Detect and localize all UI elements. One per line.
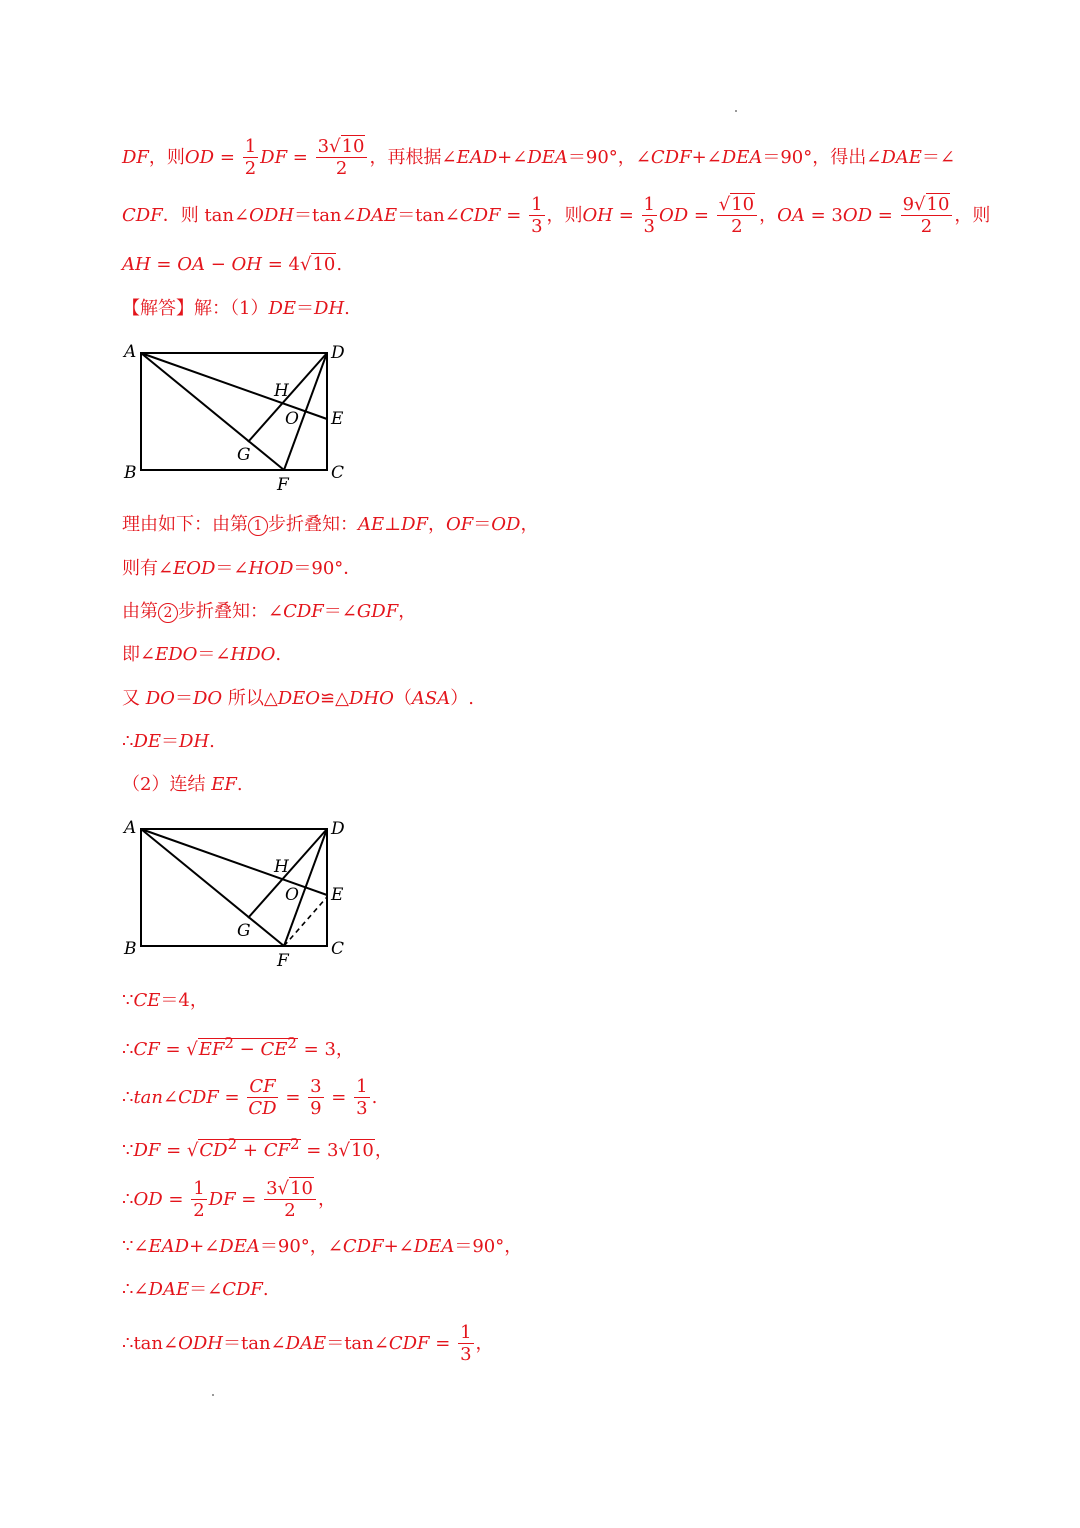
rectangle-abcd (141, 353, 327, 470)
label-a: A (124, 342, 137, 362)
label-g: G (237, 445, 251, 465)
solution-line-2: CDF．则 tan∠ODH＝tan∠DAE＝tan∠CDF = $\frac{1}{3}$ ，则OH = $\frac{1}{3}$ OD = $\frac{√10}{2}$ ，OA = 3OD = $\frac{9√10}{2}$ ，则 (122, 194, 991, 237)
segment-ae (141, 829, 327, 895)
label-e: E (331, 409, 344, 429)
fraction: $\frac{1}{2}$ (193, 1178, 205, 1221)
reason-line-4: 即∠EDO＝∠HDO. (122, 644, 282, 665)
label-b: B (124, 939, 137, 959)
fraction: $\frac{3√10}{2}$ (316, 138, 368, 178)
calc-line-3: ∴tan∠CDF = $\frac{CF}{CD}$ = $\frac{3}{9}$ = $\frac{1}{3}$ . (122, 1076, 378, 1119)
fraction: $\frac{1}{2}$ (244, 136, 257, 179)
fraction: $\frac{1}{3}$ (356, 1076, 368, 1119)
scan-speck (735, 110, 737, 112)
calc-line-8: ∴tan∠ODH＝tan∠DAE＝tan∠CDF = $\frac{1}{3}$ ， (122, 1322, 494, 1365)
part-2-heading: （2）连结 EF. (122, 774, 243, 795)
fraction: $\frac{1}{3}$ (460, 1322, 472, 1365)
label-o: O (285, 409, 299, 429)
label-d: D (331, 343, 345, 363)
label-g: G (237, 921, 251, 941)
calc-line-5: ∴OD = $\frac{1}{2}$ DF = $\frac{3√10}{2}$ ， (122, 1178, 336, 1221)
label-h: H (274, 857, 289, 877)
segment-af (141, 829, 284, 946)
label-a: A (124, 818, 137, 838)
segment-af (141, 353, 284, 470)
reason-line-6: ∴DE＝DH. (122, 731, 215, 752)
reason-line-2: 则有∠EOD＝∠HOD＝90°． (122, 558, 362, 579)
label-h: H (274, 381, 289, 401)
fraction: $\frac{√10}{2}$ (717, 196, 757, 236)
rectangle-abcd (141, 829, 327, 946)
fraction: $\frac{CF}{CD}$ (248, 1076, 277, 1119)
segment-ae (141, 353, 327, 419)
calc-line-1: ∵CE＝4， (122, 990, 208, 1011)
reason-line-3: 由第 2 步折叠知：∠CDF＝∠GDF， (122, 601, 417, 622)
reason-line-5: 又 DO＝DO 所以△DEO≌△DHO（ASA）. (122, 688, 474, 709)
label-o: O (285, 885, 299, 905)
scan-speck (212, 1394, 214, 1396)
calc-line-7: ∴∠DAE＝∠CDF. (122, 1279, 269, 1300)
label-e: E (331, 885, 344, 905)
label-d: D (331, 819, 345, 839)
calc-line-6: ∵∠EAD+∠DEA＝90°，∠CDF+∠DEA＝90°， (122, 1236, 523, 1257)
solution-line-3: AH = OA − OH = 4√10. (122, 254, 343, 275)
fraction: $\frac{3√10}{2}$ (264, 1180, 316, 1220)
label-f: F (277, 475, 289, 495)
label-c: C (331, 463, 345, 483)
fraction: $\frac{9√10}{2}$ (901, 196, 953, 236)
label-b: B (124, 463, 137, 483)
fraction: $\frac{3}{9}$ (310, 1076, 322, 1119)
solution-line-1: DF，则OD = $\frac{1}{2}$ DF = $\frac{3√10}{2}$ ，再根据∠EAD+∠DEA＝90°，∠CDF+∠DEA＝90°，得出∠DAE＝∠ (122, 136, 956, 179)
geometry-figure-2 (118, 814, 358, 974)
calc-line-4: ∵DF = $√CD^2 + CF^2 = 3√10$， (122, 1135, 393, 1161)
label-c: C (331, 939, 345, 959)
fraction: $\frac{1}{3}$ (643, 194, 655, 237)
fraction: $\frac{1}{3}$ (531, 194, 543, 237)
calc-line-2: ∴CF = $√EF^2 - CE^2 = 3$， (122, 1034, 354, 1060)
geometry-figure-1 (118, 338, 358, 498)
label-f: F (277, 951, 289, 971)
reason-line-1: 理由如下：由第 1 步折叠知：AE⊥DF，OF＝OD， (122, 514, 539, 535)
answer-heading: 【解答】解：（1）DE＝DH. (122, 298, 350, 319)
